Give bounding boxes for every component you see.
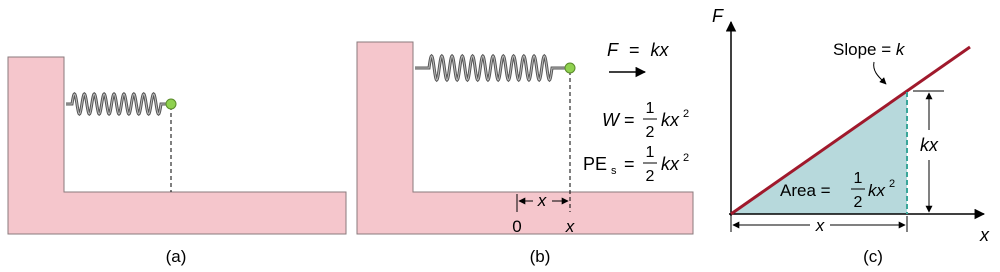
force-kx: kx [650, 40, 669, 60]
force-equals: = [629, 40, 640, 60]
area-text: Area = [780, 181, 831, 200]
force-equation [607, 40, 670, 60]
panel-b [357, 40, 693, 266]
pe-half-den: 2 [645, 168, 655, 185]
caption-b: (b) [529, 247, 551, 266]
pe-equation [583, 144, 689, 185]
work-W: W [602, 110, 619, 130]
tick-zero-label: 0 [512, 217, 522, 236]
pe-exp: 2 [683, 152, 690, 164]
area-den: 2 [853, 194, 863, 211]
area-kx: kx [868, 181, 885, 200]
panel-a [8, 57, 346, 266]
wall-a [8, 57, 346, 234]
caption-c: (c) [863, 247, 883, 266]
slope-label [833, 40, 906, 59]
pe-sub: s [611, 165, 617, 177]
pe-main: PE [583, 154, 608, 174]
tick-x-label: x [565, 217, 575, 236]
pe-equals: = [624, 154, 635, 174]
ball-b [565, 63, 575, 73]
x-dim-label: x [537, 191, 547, 210]
work-exp: 2 [683, 108, 690, 120]
axis-x-label: x [980, 225, 989, 245]
work-equals: = [624, 110, 635, 130]
axis-F-label: F [712, 6, 723, 26]
caption-a: (a) [165, 247, 187, 266]
panel-c [712, 6, 990, 266]
slope-pointer [874, 62, 886, 84]
kx-dim-label: kx [920, 135, 938, 155]
ball-a [166, 99, 176, 109]
wall-b [357, 42, 693, 234]
area-num: 1 [853, 170, 863, 187]
slope-k: k [895, 40, 905, 59]
pe-kx: kx [661, 154, 679, 174]
work-half-num: 1 [645, 100, 655, 117]
slope-text: Slope = [833, 40, 896, 59]
x-dim-label-c: x [815, 216, 825, 235]
work-half-den: 2 [645, 124, 655, 141]
pe-half-num: 1 [645, 144, 655, 161]
work-kx: kx [661, 110, 679, 130]
area-exp: 2 [889, 178, 896, 190]
work-equation [602, 100, 689, 141]
force-F: F [607, 40, 618, 60]
